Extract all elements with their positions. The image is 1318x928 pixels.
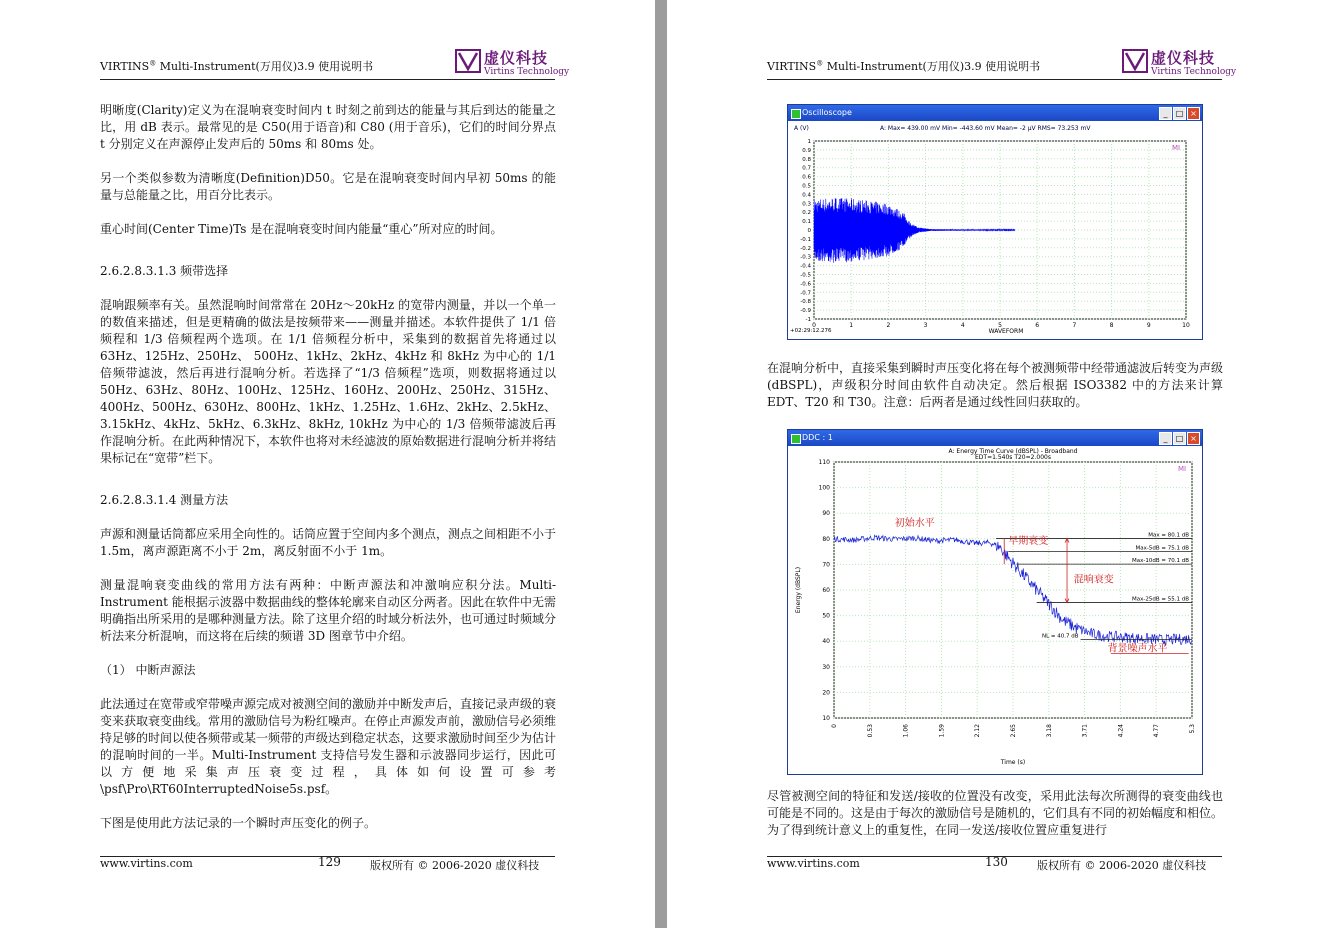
left-body: [100, 102, 556, 849]
annotation-background-noise: 背景噪声水平: [1107, 643, 1168, 655]
paragraph-clarity: 明晰度(Clarity)定义为在混响衰变时间内 t 时刻之前到达的能量与其后到达的能量之比，用 dB 表示。最常见的是 C50(用于语音)和 C80 (用于音乐)，它们的时间分界点 t 分别定义在声源停止发声后的 50ms 和 80ms 处。: [100, 103, 556, 151]
maximize-button[interactable]: □: [1173, 432, 1186, 445]
paragraph-reverb-analysis: 在混响分析中，直接采集到瞬时声压变化将在每个被测频带中经带通滤波后转变为声级(dBSPL)，声级积分时间由软件自动决定。然后根据 ISO3382 中的方法来计算 EDT、T20 和 T30。注意：后两者是通过线性回归获取的。: [767, 361, 1224, 409]
y-tick-label: -0.7: [800, 290, 811, 297]
paragraph-curves: 测量混响衰变曲线的常用方法有两种：中断声源法和冲激响应积分法。Multi-Instrument 能根据示波器中数据曲线的整体轮廓来自动区分两者。因此在软件中无需明确指出所采用的是哪种测量方法。除了这里介绍的时域分析法外，也可通过时频域分析法来分析混响，而这将在后续的频谱 3D 图章节中介绍。: [100, 578, 557, 643]
y-tick-label: -1: [805, 317, 811, 323]
paragraph-repeatability: 尽管被测空间的特征和发送/接收的位置没有改变，采用此法每次所测得的衰变曲线也可能是不同的。这是由于每次的激励信号是随机的，它们具有不同的初始幅度和相位。为了得到统计意义上的重复性，在同一发送/接收位置应重复进行: [767, 789, 1224, 837]
x-axis-label: WAVEFORM: [988, 328, 1024, 335]
header-title: VIRTINS® Multi-Instrument(万用仪)3.9 使用说明书: [100, 59, 374, 73]
y-tick-label: 30: [822, 663, 830, 671]
annotation-initial-level: 初始水平: [894, 518, 935, 529]
page-divider: [655, 0, 667, 928]
header-title: VIRTINS® Multi-Instrument(万用仪)3.9 使用说明书: [767, 59, 1041, 73]
y-tick-label: 10: [822, 715, 830, 722]
y-tick-label: 0: [807, 228, 811, 234]
paragraph-example: 下图是使用此方法记录的一个瞬时声压变化的例子。: [100, 816, 377, 830]
y-tick-label: 100: [818, 484, 830, 492]
page-number: 129: [318, 855, 341, 869]
footer-copyright: 版权所有 © 2006-2020 虚仪科技: [1037, 859, 1207, 872]
logo-icon: [455, 49, 481, 73]
x-tick-label: 4.24: [1117, 724, 1125, 738]
x-tick-label: 10: [1182, 322, 1190, 329]
y-tick-label: -0.5: [800, 272, 811, 279]
y-tick-label: 0.8: [802, 156, 811, 163]
oscilloscope-titlebar[interactable]: [788, 105, 1202, 121]
chart-title: A: Energy Time Curve (dBSPL) - Broadband: [948, 448, 1078, 455]
x-tick-label: 9: [1146, 322, 1151, 329]
app-icon: [791, 434, 801, 444]
company-logo: [1122, 47, 1237, 79]
x-tick-label: 3: [923, 322, 928, 329]
x-tick-label: 0: [812, 322, 816, 329]
y-tick-label: 40: [822, 638, 830, 646]
y-tick-label: 0.3: [802, 201, 811, 208]
y-tick-label: 90: [822, 510, 830, 518]
paragraph-center-time: 重心时间(Center Time)Ts 是在混响衰变时间内能量“重心”所对应的时间。: [100, 222, 503, 236]
y-tick-label: 0.9: [802, 147, 811, 154]
y-tick-label: 50: [822, 612, 830, 620]
chart-subtitle: EDT=1.540s T20=2.000s: [975, 454, 1051, 461]
logo-cn: 虚仪科技: [484, 49, 549, 67]
maximize-button[interactable]: □: [1173, 107, 1186, 120]
ddc-titlebar[interactable]: [788, 430, 1202, 446]
y-tick-label: -0.2: [800, 245, 811, 252]
y-tick-label: -0.9: [800, 308, 811, 315]
level-noise-label: NL = 40.7 dB: [1042, 633, 1079, 640]
y-tick-label: 0.2: [802, 210, 811, 217]
right-page: [667, 0, 1318, 928]
y-tick-label: 1: [807, 139, 811, 145]
x-tick-label: 1.06: [902, 724, 910, 738]
y-tick-label: -0.1: [800, 236, 811, 243]
time-readout: +02:29:12.276: [790, 328, 832, 334]
app-icon: [791, 109, 801, 119]
window-title: Oscilloscope: [802, 108, 852, 117]
heading-band-selection: 2.6.2.8.3.1.3 频带选择: [100, 264, 229, 278]
x-tick-label: 0.53: [866, 724, 874, 738]
y-tick-label: 70: [822, 561, 830, 569]
paragraph-definition: 另一个类似参数为清晰度(Definition)D50。它是在混响衰变时间内早初 50ms 的能量与总能量之比，用百分比表示。: [100, 171, 556, 202]
mi-badge: MI: [1178, 465, 1187, 473]
paragraph-method: 声源和测量话筒都应采用全向性的。话筒应置于空间内多个测点，测点之间相距不小于 1.5m，离声源距离不小于 2m，离反射面不小于 1m。: [100, 527, 557, 558]
y-tick-label: 0.4: [802, 192, 811, 199]
paragraph-band: 混响跟频率有关。虽然混响时间常常在 20Hz～20kHz 的宽带内测量，并以一个单一的数值来描述，但是更精确的做法是按频带来——测量并描述。本软件提供了 1/1 倍频程和 1/3 倍频程两个选项。在 1/1 倍频程分析中，采集到的数据首先将通过以 63Hz、125Hz、250Hz、 500Hz、1kHz、2kHz、4kHz 和 8kHz 为中心的 1/1 倍频带滤波，然后再进行混响分析。若选择了“1/3 倍频程”选项，则数据将通过以 50Hz、63Hz、80Hz、100Hz、125Hz、160Hz、200Hz、250Hz、315Hz、400Hz、500Hz、630Hz、800Hz、1kHz、1.25Hz、1.6Hz、2kHz、2.5kHz、3.15kHz、4kHz、5kHz、6.3kHz、8kHz, 10kHz 为中心的 1/3 倍频带滤波后再作混响分析。在此两种情况下，本软件也将对未经滤波的原始数据进行混响分析并将结果标记在“宽带”栏下。: [100, 298, 557, 465]
x-tick-label: 8: [1109, 322, 1114, 329]
close-button[interactable]: ×: [1187, 432, 1200, 445]
y-tick-label: -0.6: [800, 281, 811, 288]
x-tick-label: 0: [831, 724, 838, 728]
y-tick-label: 0.5: [802, 183, 811, 190]
x-tick-label: 4: [960, 322, 965, 329]
footer-url: www.virtins.com: [100, 857, 193, 870]
footer-url: www.virtins.com: [767, 857, 860, 870]
y-tick-label: 0.1: [802, 219, 811, 226]
stats-readout: A: Max= 439.00 mV Min= -443.60 mV Mean= -2 µV RMS= 73.253 mV: [880, 125, 1091, 132]
close-button[interactable]: ×: [1187, 107, 1200, 120]
y-tick-label: 80: [822, 535, 830, 543]
logo-icon: [1122, 49, 1148, 73]
ddc-chart[interactable]: [788, 446, 1200, 772]
minimize-button[interactable]: _: [1159, 432, 1172, 445]
ddc-window[interactable]: [787, 429, 1203, 775]
x-tick-label: 6: [1035, 322, 1040, 329]
x-tick-label: 3.71: [1081, 724, 1089, 738]
y-tick-label: 60: [822, 587, 830, 594]
heading-method: 2.6.2.8.3.1.4 测量方法: [100, 493, 229, 507]
right-body-bottom: [767, 788, 1223, 856]
x-tick-label: 2: [886, 322, 891, 329]
x-tick-label: 2.65: [1010, 724, 1017, 738]
right-body-top: [767, 360, 1223, 428]
company-logo: [455, 47, 570, 79]
page-number: 130: [985, 855, 1008, 869]
y-axis-label: Energy (dBSPL): [795, 566, 802, 614]
y-tick-label: 0.6: [802, 174, 811, 181]
y-tick-label: -0.3: [800, 254, 811, 261]
x-tick-label: 7: [1072, 322, 1077, 329]
left-page: [0, 0, 655, 928]
footer-copyright: 版权所有 © 2006-2020 虚仪科技: [370, 859, 540, 872]
oscilloscope-chart[interactable]: [788, 121, 1200, 337]
plot-area: [834, 462, 1192, 718]
x-tick-label: 3.18: [1045, 724, 1053, 738]
oscilloscope-window[interactable]: [787, 104, 1203, 340]
x-tick-label: 5.3: [1189, 724, 1196, 734]
logo-cn: 虚仪科技: [1151, 49, 1216, 67]
y-tick-label: 0.7: [802, 165, 811, 172]
x-tick-label: 5: [998, 322, 1002, 329]
annotation-early-decay: 早期衰变: [1008, 535, 1049, 547]
mi-badge: MI: [1172, 144, 1181, 152]
window-title: DDC : 1: [802, 433, 833, 442]
logo-en: Virtins Technology: [484, 67, 570, 77]
minimize-button[interactable]: _: [1159, 107, 1172, 120]
y-tick-label: -0.4: [800, 263, 811, 270]
y-tick-label: 20: [822, 689, 830, 697]
level-max-25db-label: Max-25dB = 55.1 dB: [1132, 596, 1189, 603]
level-max-label: Max = 80.1 dB: [1148, 532, 1189, 539]
x-tick-label: 2.12: [974, 724, 982, 738]
level-max-10db-label: Max-10dB = 70.1 dB: [1132, 558, 1189, 565]
x-tick-label: 4.77: [1153, 724, 1161, 738]
paragraph-interrupt: 此法通过在宽带或窄带噪声源完成对被测空间的激励并中断发声后，直接记录声级的衰变来获取衰变曲线。常用的激励信号为粉红噪声。在停止声源发声前，激励信号必须维持足够的时间以使各频带或某一频带的声级达到稳定状态，这要求激励时间至少为估计的混响时间的一半。Multi-Instrument 支持信号发生器和示波器同步运行，因此可以方便地采集声压衰变过程，具体如何设置可参考\psf\Pro\RT60InterruptedNoise5s.psf。: [100, 697, 557, 796]
annotation-reverb-decay: 混响衰变: [1073, 574, 1114, 586]
logo-en: Virtins Technology: [1151, 67, 1237, 77]
channel-label: A (V): [794, 125, 809, 132]
level-max-5db-label: Max-5dB = 75.1 dB: [1135, 545, 1189, 552]
x-tick-label: 1.59: [938, 724, 946, 738]
y-tick-label: 110: [818, 459, 830, 466]
x-axis-label: Time (s): [1000, 759, 1026, 766]
subheading-interrupt: （1） 中断声源法: [100, 663, 196, 677]
x-tick-label: 1: [849, 322, 854, 329]
y-tick-label: -0.8: [800, 299, 811, 306]
